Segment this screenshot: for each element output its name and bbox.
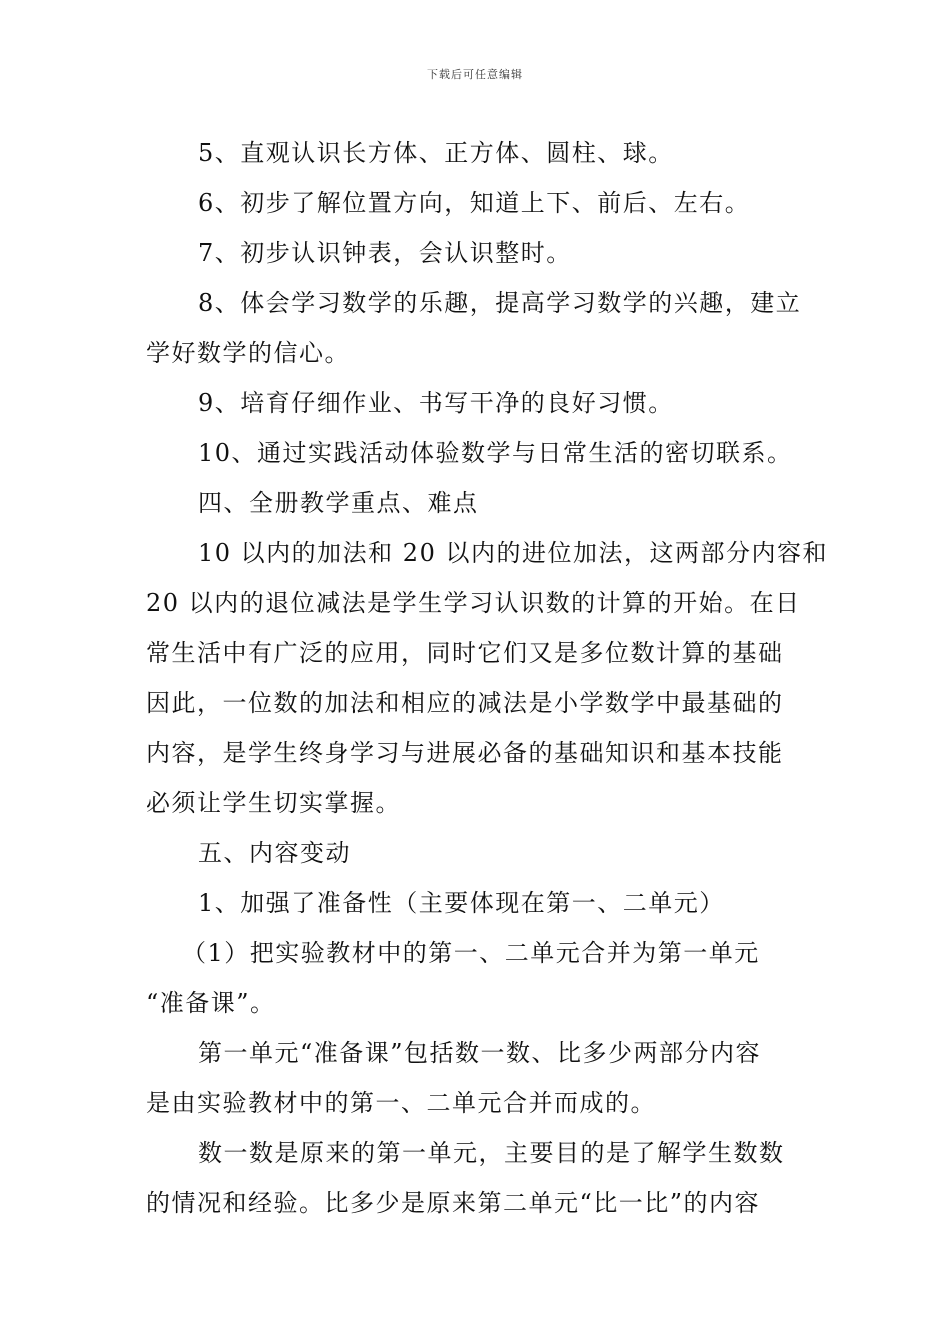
text-line: 的情况和经验。比多少是原来第二单元“比一比”的内容 [146, 1189, 761, 1217]
text-line: 因此，一位数的加法和相应的减法是小学数学中最基础的 [146, 689, 784, 717]
section-heading: 四、全册教学重点、难点 [198, 489, 479, 517]
text-line: 是由实验教材中的第一、二单元合并而成的。 [146, 1089, 656, 1117]
text-line: 必须让学生切实掌握。 [146, 789, 401, 817]
text-line: 7、初步认识钟表，会认识整时。 [198, 239, 572, 267]
text-line: 学好数学的信心。 [146, 339, 350, 367]
text-line: 1、加强了准备性（主要体现在第一、二单元） [198, 889, 725, 917]
text-line: （1）把实验教材中的第一、二单元合并为第一单元 [182, 939, 760, 967]
section-heading: 五、内容变动 [198, 839, 351, 867]
text-line: 内容，是学生终身学习与进展必备的基础知识和基本技能 [146, 739, 784, 767]
text-line: 20 以内的退位减法是学生学习认识数的计算的开始。在日 [146, 589, 801, 617]
header-note: 下载后可任意编辑 [427, 68, 523, 81]
text-line: “准备课”。 [146, 989, 276, 1017]
text-line: 9、培育仔细作业、书写干净的良好习惯。 [198, 389, 674, 417]
text-line: 10 以内的加法和 20 以内的进位加法，这两部分内容和 [198, 539, 828, 567]
document-body [146, 128, 828, 1228]
text-line: 数一数是原来的第一单元，主要目的是了解学生数数 [198, 1139, 785, 1167]
text-line: 常生活中有广泛的应用，同时它们又是多位数计算的基础 [146, 639, 784, 667]
text-line: 10、通过实践活动体验数学与日常生活的密切联系。 [198, 439, 793, 467]
text-line: 第一单元“准备课”包括数一数、比多少两部分内容 [198, 1039, 762, 1067]
text-line: 6、初步了解位置方向，知道上下、前后、左右。 [198, 189, 751, 217]
text-line: 5、直观认识长方体、正方体、圆柱、球。 [198, 139, 674, 167]
text-line: 8、体会学习数学的乐趣，提高学习数学的兴趣，建立 [198, 289, 802, 317]
